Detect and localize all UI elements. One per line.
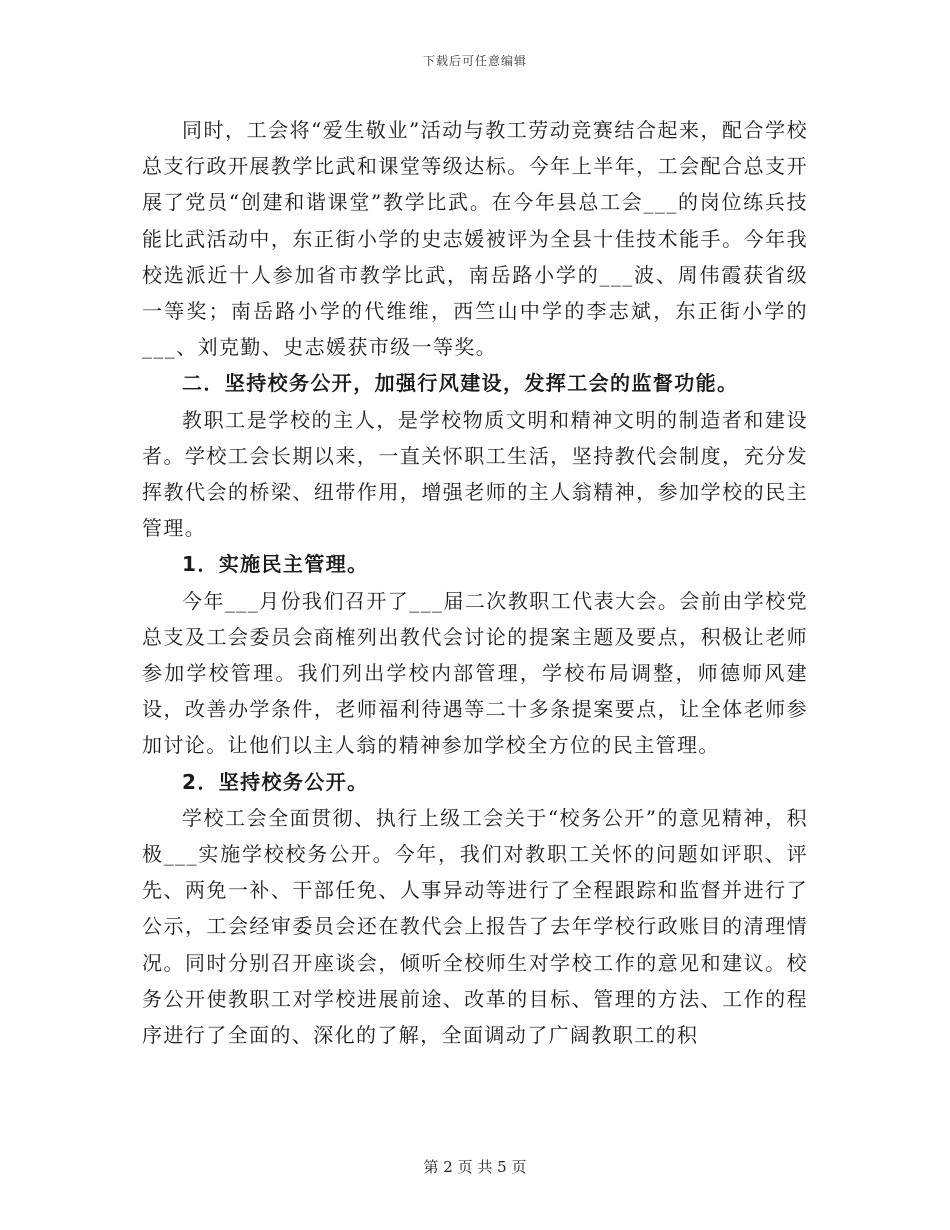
section-heading: 二．坚持校务公开，加强行风建设，发挥工会的监督功能。 xyxy=(182,371,739,396)
page-footer-number: 第 2 页 共 5 页 xyxy=(423,1158,527,1176)
paragraph: 教职工是学校的主人，是学校物质文明和精神文明的制造者和建设者。学校工会长期以来，一直关怀职工生活，坚持教代会制度，充分发挥教代会的桥梁、纽带作用，增强老师的主人翁精神，参加学校的民主管理。 xyxy=(142,407,808,541)
subsection-heading: 1．实施民主管理。 xyxy=(182,552,369,577)
document-body xyxy=(142,112,808,1053)
paragraph: 今年___月份我们召开了___届二次教职工代表大会。会前由学校党总支及工会委员会商榷列出教代会讨论的提案主题及要点，积极让老师参加学校管理。我们列出学校内部管理，学校布局调整，师德师风建设，改善办学条件，老师福利待遇等二十多条提案要点，让全体老师参加讨论。让他们以主人翁的精神参加学校全方位的民主管理。 xyxy=(142,588,808,758)
page-header-note: 下载后可任意编辑 xyxy=(422,54,527,68)
paragraph: 学校工会全面贯彻、执行上级工会关于“校务公开”的意见精神，积极___实施学校校务公开。今年，我们对教职工关怀的问题如评职、评先、两免一补、干部任免、人事异动等进行了全程跟踪和监督并进行了公示，工会经审委员会还在教代会上报告了去年学校行政账目的清理情况。同时分别召开座谈会，倾听全校师生对学校工作的意见和建议。校务公开使教职工对学校进展前途、改革的目标、管理的方法、工作的程序进行了全面的、深化的了解，全面调动了广阔教职工的积 xyxy=(142,805,808,1048)
subsection-heading: 2．坚持校务公开。 xyxy=(182,769,369,794)
paragraph: 同时，工会将“爱生敬业”活动与教工劳动竞赛结合起来，配合学校总支行政开展教学比武和课堂等级达标。今年上半年，工会配合总支开展了党员“创建和谐课堂”教学比武。在今年县总工会___的岗位练兵技能比武活动中，东正街小学的史志媛被评为全县十佳技术能手。今年我校选派近十人参加省市教学比武，南岳路小学的___波、周伟霞获省级一等奖；南岳路小学的代维维，西竺山中学的李志斌，东正街小学的___、刘克勤、史志媛获市级一等奖。 xyxy=(142,118,808,360)
